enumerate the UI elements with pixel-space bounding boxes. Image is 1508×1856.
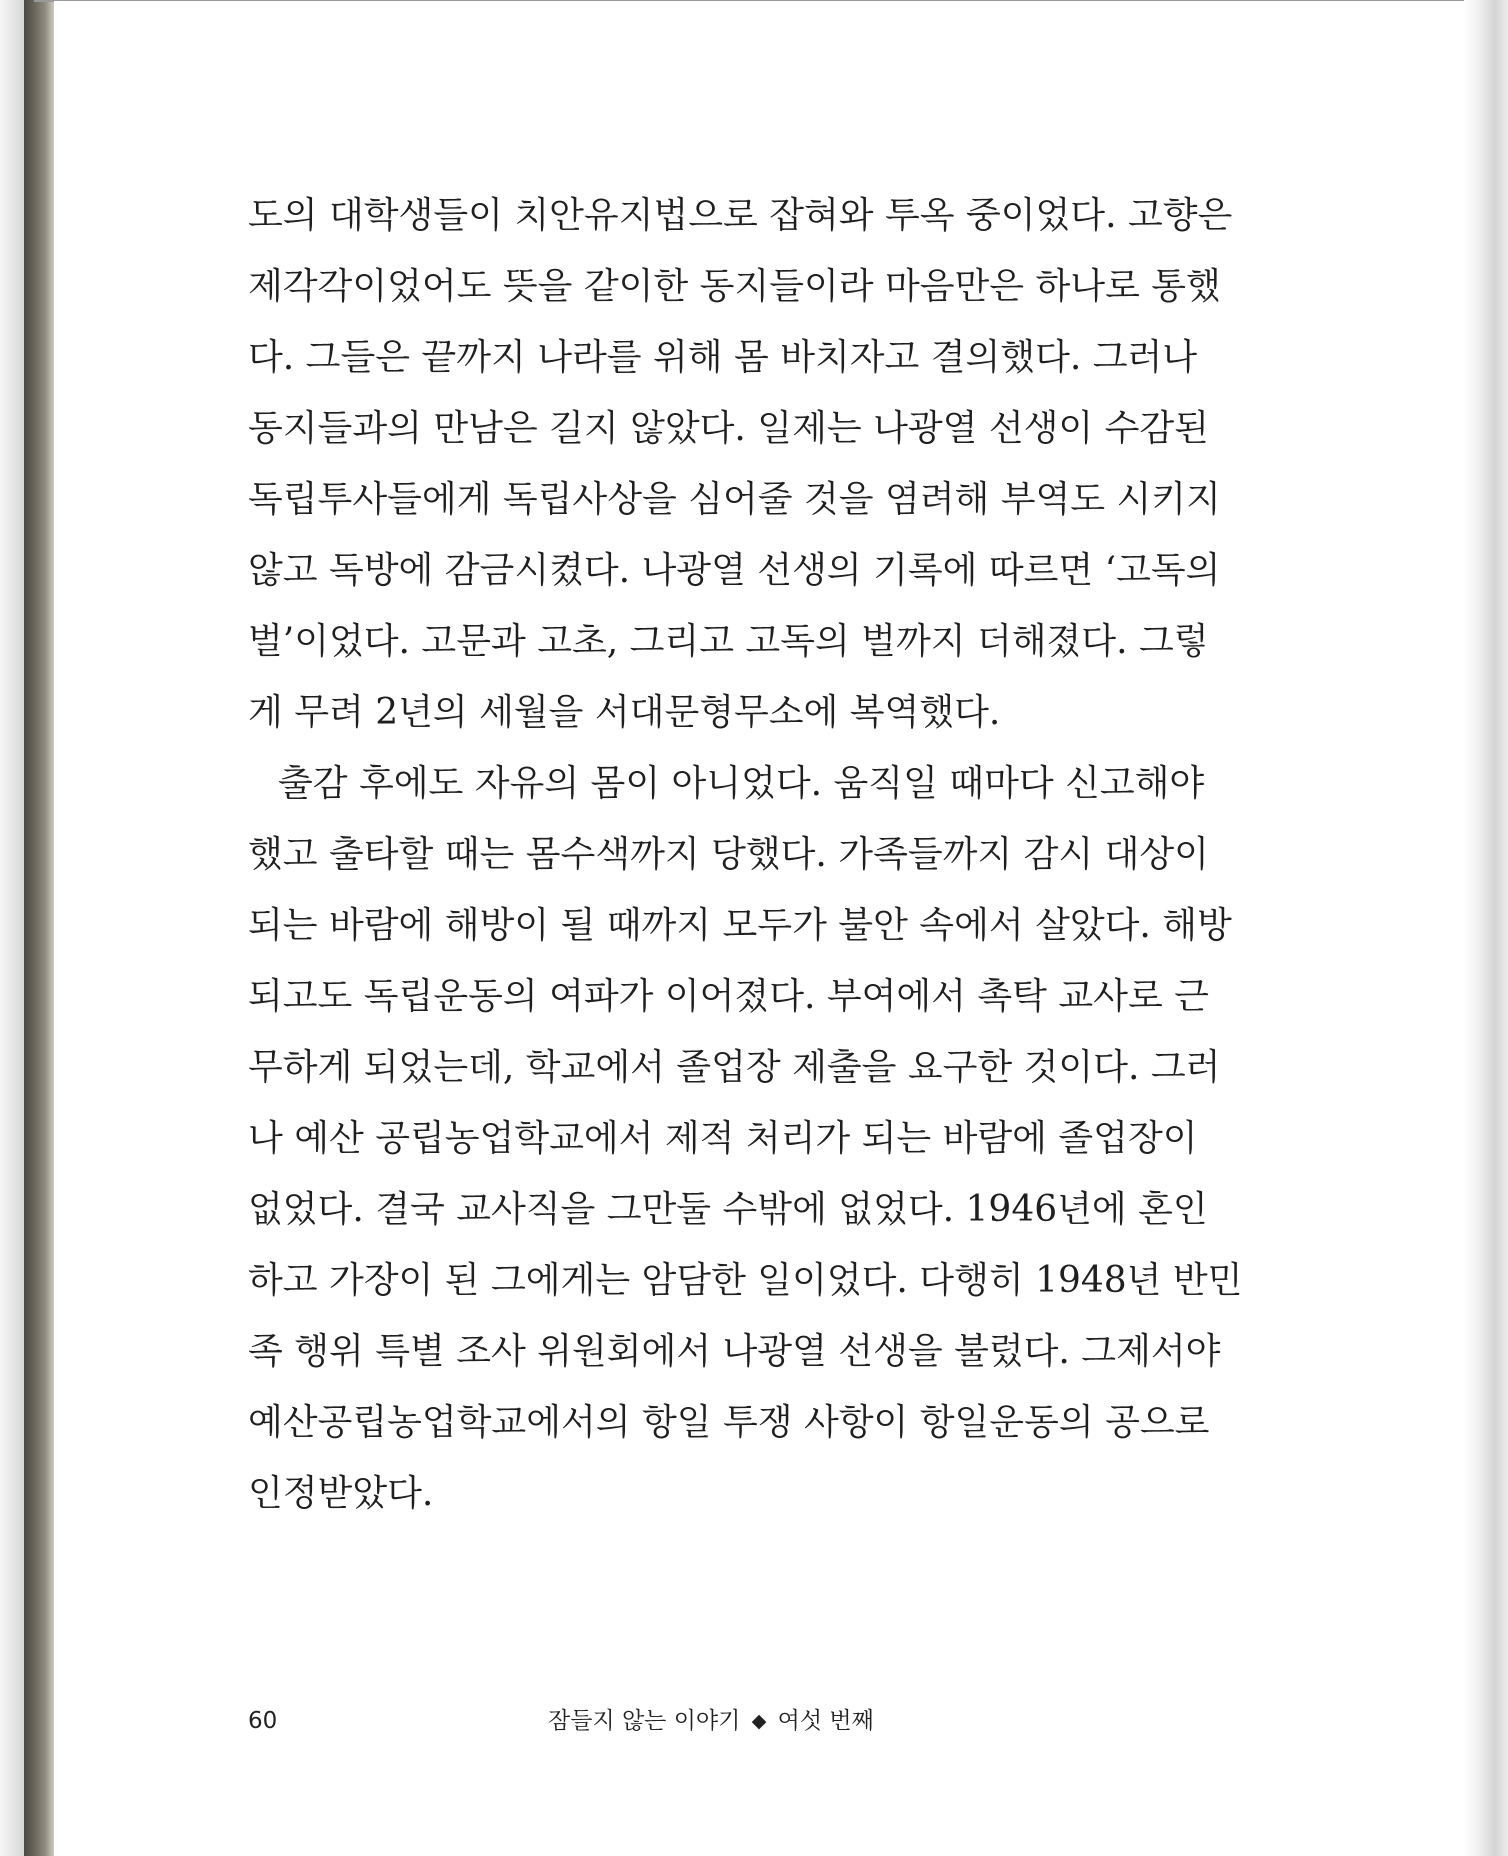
text-line: 했고 출타할 때는 몸수색까지 당했다. 가족들까지 감시 대상이	[248, 834, 1209, 875]
volume-label: 여섯 번째	[777, 1708, 874, 1734]
book-spine-edge	[24, 0, 54, 1856]
text-line: 인정받았다.	[248, 1473, 434, 1514]
paragraph-1	[248, 180, 1233, 748]
series-title: 잠들지 않는 이야기	[548, 1708, 741, 1734]
text-line: 되고도 독립운동의 여파가 이어졌다. 부여에서 촉탁 교사로 근	[248, 976, 1209, 1017]
text-line: 되는 바람에 해방이 될 때까지 모두가 불안 속에서 살았다. 해방	[248, 905, 1232, 946]
text-line: 독립투사들에게 독립사상을 심어줄 것을 염려해 부역도 시키지	[248, 479, 1221, 520]
page-number: 60	[248, 1708, 278, 1734]
paragraph-2	[248, 748, 1243, 1529]
text-line: 예산공립농업학교에서의 항일 투쟁 사항이 항일운동의 공으로	[248, 1402, 1210, 1443]
text-line: 출감 후에도 자유의 몸이 아니었다. 움직일 때마다 신고해야	[278, 763, 1205, 804]
text-line: 않고 독방에 감금시켰다. 나광열 선생의 기록에 따르면 ‘고독의	[248, 550, 1221, 591]
text-line: 하고 가장이 된 그에게는 암담한 일이었다. 다행히 1948년 반민	[248, 1260, 1243, 1301]
text-line: 벌’이었다. 고문과 고초, 그리고 고독의 벌까지 더해졌다. 그렇	[248, 621, 1209, 662]
text-line: 다. 그들은 끝까지 나라를 위해 몸 바치자고 결의했다. 그러나	[248, 337, 1198, 378]
diamond-separator-icon: ◆	[751, 1710, 767, 1732]
text-line: 없었다. 결국 교사직을 그만둘 수밖에 없었다. 1946년에 혼인	[248, 1189, 1208, 1230]
body-text	[248, 180, 1243, 1529]
text-line: 도의 대학생들이 치안유지법으로 잡혀와 투옥 중이었다. 고향은	[248, 195, 1233, 236]
text-line: 동지들과의 만남은 길지 않았다. 일제는 나광열 선생이 수감된	[248, 408, 1209, 449]
text-line: 족 행위 특별 조사 위원회에서 나광열 선생을 불렀다. 그제서야	[248, 1331, 1221, 1372]
page-right-shadow	[1464, 0, 1508, 1856]
text-line: 무하게 되었는데, 학교에서 졸업장 제출을 요구한 것이다. 그러	[248, 1047, 1221, 1088]
running-footer	[548, 1710, 874, 1733]
text-line: 제각각이었어도 뜻을 같이한 동지들이라 마음만은 하나로 통했	[248, 266, 1221, 307]
text-line: 게 무려 2년의 세월을 서대문형무소에 복역했다.	[248, 692, 1001, 733]
text-line: 나 예산 공립농업학교에서 제적 처리가 되는 바람에 졸업장이	[248, 1118, 1198, 1159]
